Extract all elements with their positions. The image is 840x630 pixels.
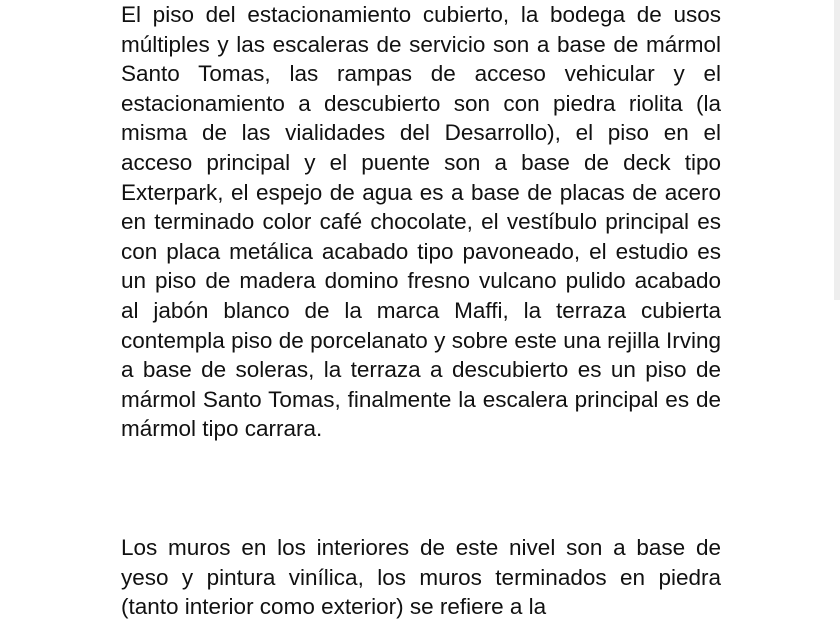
paragraph-floors: El piso del estacionamiento cubierto, la bodega de usos múltiples y las escaleras de servicio son a base de mármol Santo Tomas, las rampas de acceso vehicular y el estacionamiento a descubierto son con piedra riolita (la misma de las vialidades del Desarrollo), el piso en el acceso principal y el puente son a base de deck tipo Exterpark, el espejo de agua es a base de placas de acero en terminado color café chocolate, el vestíbulo principal es con placa metálica acabado tipo pavoneado, el estudio es un piso de madera domino fresno vulcano pulido acabado al jabón blanco de la marca Maffi, la terraza cubierta contempla piso de porcelanato y sobre este una rejilla Irving a base de soleras, la terraza a descubierto es un piso de mármol Santo Tomas, finalmente la escalera principal es de mármol tipo carrara. bbox=[121, 2, 721, 442]
scrollbar[interactable] bbox=[834, 0, 840, 300]
paragraph-walls: Los muros en los interiores de este nivel son a base de yeso y pintura vinílica, los muros terminados en piedra (tanto interior como exterior) se refiere a la bbox=[121, 535, 721, 620]
